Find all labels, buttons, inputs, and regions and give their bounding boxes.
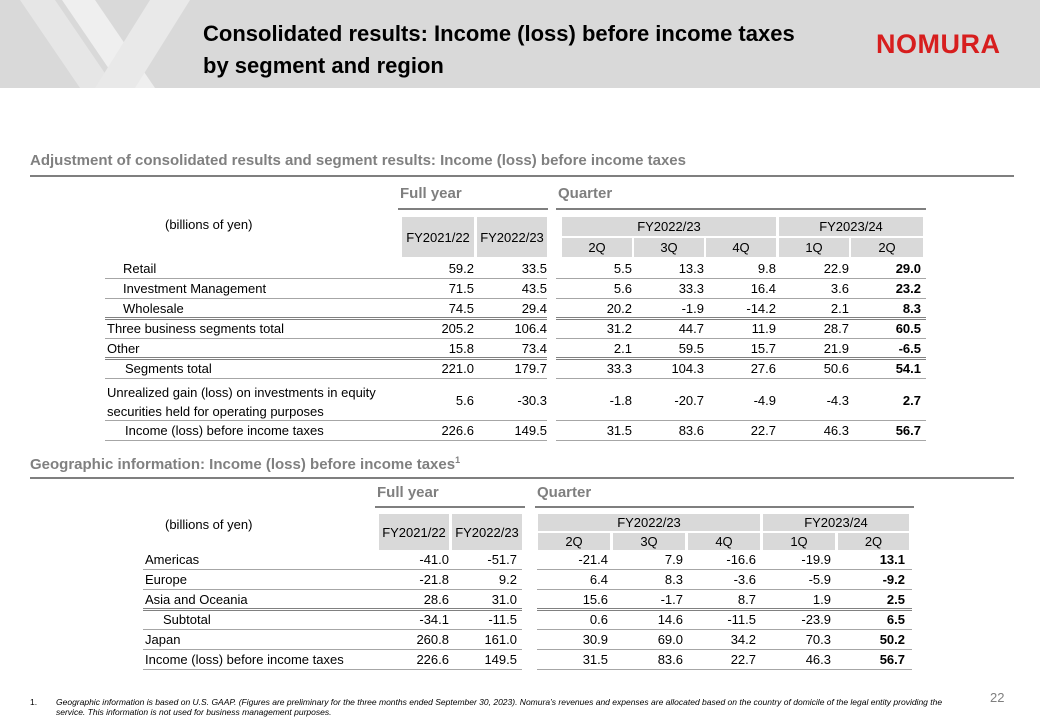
page-title-line1: Consolidated results: Income (loss) before income taxes (203, 21, 795, 46)
row-rule (105, 440, 547, 441)
fy-value: -34.1 (419, 612, 449, 627)
quarter-value: 5.5 (613, 261, 632, 276)
page-title (203, 18, 795, 82)
s1-units: (billions of yen) (165, 217, 253, 232)
quarter-value: 15.6 (582, 592, 608, 607)
s2-col-q4: 1Q (763, 533, 835, 550)
decorative-stripes (0, 0, 200, 88)
quarter-value: 9.8 (757, 261, 776, 276)
fy-value: 260.8 (416, 632, 449, 647)
row-label: Asia and Oceania (145, 592, 248, 607)
quarter-value: 6.4 (589, 572, 608, 587)
fy-value: 28.6 (423, 592, 449, 607)
row-rule (556, 440, 926, 441)
quarter-value: 2.1 (613, 341, 632, 356)
fy-value: -21.8 (419, 572, 449, 587)
quarter-value: 0.6 (589, 612, 608, 627)
quarter-value: 60.5 (895, 321, 921, 336)
s2-col-q1: 2Q (538, 533, 610, 550)
quarter-value: 13.3 (678, 261, 704, 276)
quarter-value: 50.6 (823, 361, 849, 376)
quarter-value: 1.9 (812, 592, 831, 607)
row-label: Wholesale (123, 301, 184, 316)
quarter-value: 28.7 (823, 321, 849, 336)
quarter-value: 7.9 (664, 552, 683, 567)
quarter-value: 33.3 (606, 361, 632, 376)
fy-value: 5.6 (455, 393, 474, 408)
quarter-value: 2.7 (902, 393, 921, 408)
quarter-value: 46.3 (823, 423, 849, 438)
quarter-value: -4.9 (753, 393, 776, 408)
quarter-value: 34.2 (730, 632, 756, 647)
row-rule (143, 669, 522, 670)
quarter-value: -1.8 (609, 393, 632, 408)
fy-value: 43.5 (521, 281, 547, 296)
section2-title-sup: 1 (455, 455, 461, 465)
quarter-value: -14.2 (746, 301, 776, 316)
quarter-value: -11.5 (727, 612, 756, 627)
quarter-value: 31.2 (606, 321, 632, 336)
fy-value: 149.5 (484, 652, 517, 667)
row-label: Income (loss) before income taxes (145, 652, 344, 667)
fy-value: -51.7 (487, 552, 517, 567)
quarter-value: 22.9 (823, 261, 849, 276)
quarter-value: 83.6 (678, 423, 704, 438)
s2-qyear-fy2223: FY2022/23 (538, 514, 760, 531)
quarter-value: 31.5 (582, 652, 608, 667)
section2-title-text: Geographic information: Income (loss) before income taxes (30, 456, 456, 473)
quarter-value: 59.5 (678, 341, 704, 356)
quarter-value: -3.6 (733, 572, 756, 587)
page-number: 22 (990, 690, 1005, 705)
row-label: Subtotal (163, 612, 211, 627)
row-label: Investment Management (123, 281, 267, 296)
quarter-value: -16.6 (726, 552, 756, 567)
row-label: Europe (145, 572, 187, 587)
quarter-value: -1.9 (681, 301, 704, 316)
quarter-value: -5.9 (808, 572, 831, 587)
fy-value: 33.5 (521, 261, 547, 276)
quarter-value: -21.4 (578, 552, 608, 567)
fy-value: -11.5 (488, 612, 517, 627)
s2-col-q2: 3Q (613, 533, 685, 550)
section2-title (30, 455, 460, 473)
quarter-value: 56.7 (895, 423, 921, 438)
row-label: Japan (145, 632, 181, 647)
nomura-logo: NOMURA (876, 29, 1001, 59)
s1-col-q5: 2Q (851, 238, 923, 257)
fy-value: 149.5 (514, 423, 547, 438)
s2-full-year-label: Full year (377, 484, 439, 501)
s2-col-fy2223: FY2022/23 (452, 514, 522, 550)
quarter-value: 70.3 (805, 632, 831, 647)
quarter-value: 30.9 (582, 632, 608, 647)
header-band (0, 0, 1040, 88)
quarter-value: 22.7 (750, 423, 776, 438)
quarter-value: 11.9 (751, 321, 776, 336)
quarter-value: 46.3 (805, 652, 831, 667)
quarter-value: 56.7 (879, 652, 905, 667)
s1-col-q1: 2Q (562, 238, 632, 257)
s2-col-q5: 2Q (838, 533, 909, 550)
row-label: Retail (123, 261, 157, 276)
quarter-value: 13.1 (879, 552, 905, 567)
footnote-text: Geographic information is based on U.S. GAAP. (Figures are preliminary for the three months ended September 30, 2023). Nomura’s revenues and expenses are allocated based on the country of domicile of the legal entity providing the service. This information is not used for business management purposes. (56, 697, 943, 717)
quarter-value: 31.5 (606, 423, 632, 438)
quarter-value: 20.2 (606, 301, 632, 316)
quarter-value: 3.6 (830, 281, 849, 296)
fy-value: 9.2 (498, 572, 517, 587)
quarter-value: 23.2 (895, 281, 921, 296)
quarter-value: 5.6 (613, 281, 632, 296)
s1-qyear-fy2324: FY2023/24 (779, 217, 923, 236)
quarter-value: 69.0 (657, 632, 683, 647)
quarter-value: -6.5 (898, 341, 921, 356)
quarter-value: -19.9 (801, 552, 831, 567)
s2-quarter-label: Quarter (537, 484, 592, 501)
quarter-value: 2.5 (886, 592, 905, 607)
s2-quarter-rule (535, 506, 914, 508)
s1-qyear-fy2223: FY2022/23 (562, 217, 776, 236)
s2-col-q3: 4Q (688, 533, 760, 550)
row-rule (556, 378, 926, 379)
s2-full-year-rule (375, 506, 525, 508)
quarter-value: 8.3 (902, 301, 921, 316)
fy-value: 59.2 (448, 261, 474, 276)
fy-value: 71.5 (448, 281, 474, 296)
quarter-value: 44.7 (678, 321, 704, 336)
quarter-value: 83.6 (657, 652, 683, 667)
quarter-value: 50.2 (879, 632, 905, 647)
quarter-value: 33.3 (678, 281, 704, 296)
quarter-value: -23.9 (801, 612, 831, 627)
fy-value: 205.2 (441, 321, 474, 336)
s1-col-q3: 4Q (706, 238, 776, 257)
footnote-number: 1. (30, 697, 38, 707)
s1-quarter-label: Quarter (558, 185, 613, 202)
fy-value: 31.0 (491, 592, 517, 607)
fy-value: 221.0 (441, 361, 474, 376)
quarter-value: 54.1 (895, 361, 921, 376)
s2-units: (billions of yen) (165, 517, 253, 532)
quarter-value: 15.7 (750, 341, 776, 356)
s2-col-fy2122: FY2021/22 (379, 514, 449, 550)
quarter-value: 27.6 (750, 361, 776, 376)
s1-full-year-label: Full year (400, 185, 462, 202)
fy-value: 226.6 (441, 423, 474, 438)
s2-qyear-fy2324: FY2023/24 (763, 514, 909, 531)
s1-col-q4: 1Q (779, 238, 849, 257)
fy-value: 226.6 (416, 652, 449, 667)
s1-quarter-rule (556, 208, 926, 210)
quarter-value: 16.4 (750, 281, 776, 296)
fy-value: 73.4 (521, 341, 547, 356)
row-label-line1: Unrealized gain (loss) on investments in equity (107, 385, 376, 400)
quarter-value: 8.7 (737, 592, 756, 607)
quarter-value: 22.7 (730, 652, 756, 667)
fy-value: 15.8 (448, 341, 474, 356)
s1-col-q2: 3Q (634, 238, 704, 257)
row-label (107, 383, 376, 421)
s1-col-fy2122: FY2021/22 (402, 217, 474, 257)
page-title-line2: by segment and region (203, 53, 444, 78)
row-label: Other (107, 341, 140, 356)
quarter-value: 8.3 (664, 572, 683, 587)
s1-col-fy2223: FY2022/23 (477, 217, 547, 257)
fy-value: 179.7 (514, 361, 547, 376)
section1-rule (30, 175, 1014, 177)
quarter-value: -1.7 (660, 592, 683, 607)
quarter-value: -4.3 (826, 393, 849, 408)
fy-value: 106.4 (514, 321, 547, 336)
row-label: Three business segments total (107, 321, 285, 336)
quarter-value: -20.7 (674, 393, 704, 408)
row-rule (537, 669, 912, 670)
quarter-value: 29.0 (895, 261, 921, 276)
fy-value: 74.5 (448, 301, 474, 316)
fy-value: 29.4 (521, 301, 547, 316)
row-label-line2: securities held for operating purposes (107, 404, 324, 419)
row-label: Segments total (125, 361, 212, 376)
quarter-value: -9.2 (882, 572, 905, 587)
fy-value: -41.0 (419, 552, 449, 567)
row-rule (105, 378, 547, 379)
fy-value: -30.3 (517, 393, 547, 408)
quarter-value: 2.1 (830, 301, 849, 316)
section2-rule (30, 477, 1014, 479)
quarter-value: 14.6 (657, 612, 683, 627)
section1-title: Adjustment of consolidated results and segment results: Income (loss) before income taxes (30, 152, 686, 169)
quarter-value: 6.5 (886, 612, 905, 627)
quarter-value: 21.9 (823, 341, 849, 356)
quarter-value: 104.3 (671, 361, 704, 376)
row-label: Americas (145, 552, 200, 567)
row-label: Income (loss) before income taxes (125, 423, 324, 438)
fy-value: 161.0 (484, 632, 517, 647)
s1-full-year-rule (398, 208, 548, 210)
